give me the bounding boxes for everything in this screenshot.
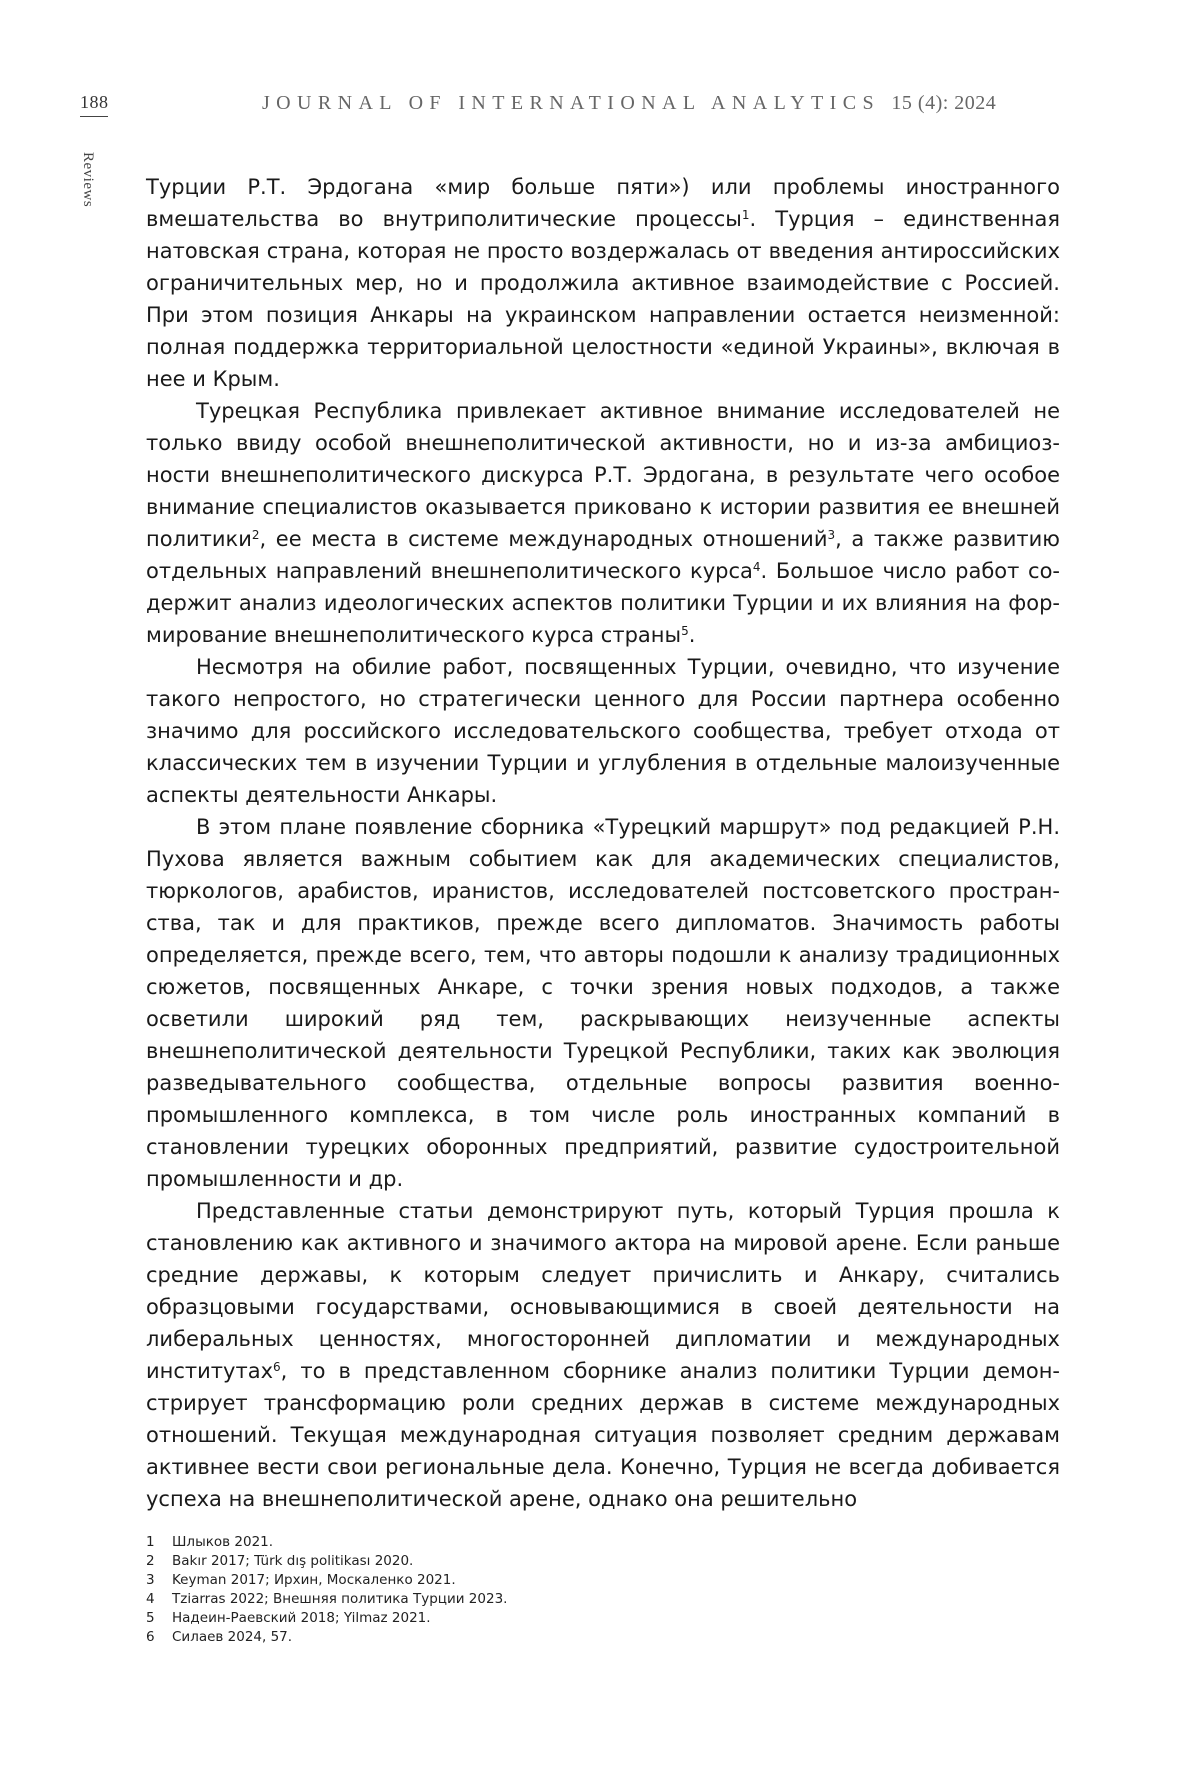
footnote-reference: 1 — [741, 207, 750, 222]
footnote-number: 2 — [146, 1553, 155, 1569]
paragraph-5 — [146, 1195, 1060, 1515]
footnote-2 — [146, 1552, 1060, 1571]
footnote-reference: 5 — [681, 623, 689, 638]
journal-title: JOURNAL OF INTERNATIONAL ANALYTICS — [262, 92, 880, 114]
paragraph-text: В этом плане появление сборника «Турецкий маршрут» под редакцией Р.Н. Пухова является важным событием как для академических специалистов, тюркологов, арабистов, иранистов, исследователей постсоветского пространства, так и для практиков, прежде всего дипломатов. Значимость работы определяется, прежде всего, тем, что авторы подошли к анализу традиционных сюжетов, посвященных Анкаре, с точки зрения новых подходов, а также осветили широкий ряд тем, раскрывающих неизученные аспекты внешнеполитической деятельности Турецкой Республики, таких как эволюция разведывательного сообщества, отдельные вопросы развития военно-промышленного комплекса, в том числе роль иностранных компаний в становлении турецких оборонных предприятий, развитие судостроительной промышленности и др. — [146, 815, 1060, 1191]
footnote-1 — [146, 1533, 1060, 1552]
paragraph-2 — [146, 395, 1060, 651]
footnotes — [146, 1533, 1060, 1647]
paragraph-text: , ее места в системе международных отношений — [259, 527, 828, 551]
footnote-reference: 3 — [827, 527, 836, 542]
paragraph-text: Представленные статьи демонстрируют путь, который Турция прошла к становлению как активного и значимого актора на мировой арене. Если раньше средние державы, к которым следует причислить и Анкару, считались образцовыми государствами, основывающимися в своей деятельности на либеральных ценностях, многосторонней дипломатии и международных институтах — [146, 1199, 1060, 1383]
footnote-4 — [146, 1590, 1060, 1609]
footnote-number: 4 — [146, 1591, 155, 1607]
section-label: Reviews — [80, 152, 96, 208]
footnote-number: 1 — [146, 1534, 155, 1550]
footnote-text: Keyman 2017; Ирхин, Москаленко 2021. — [172, 1572, 456, 1588]
footnote-number: 5 — [146, 1610, 155, 1626]
paragraph-3 — [146, 651, 1060, 811]
footnote-text: Bakır 2017; Türk dış politikası 2020. — [172, 1553, 414, 1569]
footnote-text: Надеин-Раевский 2018; Yilmaz 2021. — [172, 1610, 431, 1626]
paragraph-text: Несмотря на обилие работ, посвященных Турции, очевидно, что изучение такого непростого, но стратегически ценного для России партнера особенно значимо для российского исследовательского сообщества, требует отхода от классических тем в изучении Турции и углубления в отдельные малоизученные аспекты деятельности Анкары. — [146, 655, 1060, 807]
footnote-text: Tziarras 2022; Внешняя политика Турции 2023. — [172, 1591, 508, 1607]
footnote-3 — [146, 1571, 1060, 1590]
footnote-text: Силаев 2024, 57. — [172, 1629, 293, 1645]
journal-issue: 15 (4): 2024 — [891, 92, 997, 114]
paragraph-text: , а также развитию отдельных направлений внешнеполитического курса — [146, 527, 1060, 583]
paragraph-text: Турецкая Республика привлекает активное внимание исследователей не только ввиду особой внешнеполитической активности, но и из-за амбициозности внешнеполитического дискурса Р.Т. Эрдогана, в результате чего особое внимание специалистов оказывается приковано к истории развития ее внешней политики — [146, 399, 1060, 551]
paragraph-1 — [146, 171, 1060, 395]
paragraph-text: . Большое число работ содержит анализ идеологических аспектов политики Турции и их влияния на формирование внешнеполитического курса страны — [146, 559, 1060, 647]
footnote-5 — [146, 1609, 1060, 1628]
footnote-reference: 2 — [251, 527, 260, 542]
page-number: 188 — [80, 92, 109, 112]
footnote-6 — [146, 1628, 1060, 1647]
footnote-number: 3 — [146, 1572, 155, 1588]
article-body — [146, 171, 1060, 1515]
page-number-rule — [80, 116, 108, 117]
footnote-text: Шлыков 2021. — [172, 1534, 274, 1550]
footnote-reference: 4 — [752, 559, 761, 574]
paragraph-text: , то в представленном сборнике анализ политики Турции демонстрирует трансформацию роли средних держав в системе международных отношений. Текущая международная ситуация позволяет средним державам активнее вести свои региональные дела. Конечно, Турция не всегда добивается успеха на внешнеполитической арене, однако она решительно — [146, 1359, 1060, 1511]
paragraph-text: . Турция – единственная натовская страна, которая не просто воздержалась от введения антироссийских ограничительных мер, но и продолжила активное взаимодействие с Россией. При этом позиция Анкары на украинском направлении остается неизменной: полная поддержка территориальной целостности «единой Украины», включая в нее и Крым. — [146, 207, 1060, 391]
running-head — [262, 92, 996, 115]
footnote-reference: 6 — [273, 1359, 281, 1374]
footnote-number: 6 — [146, 1629, 155, 1645]
paragraph-text: Турции Р.Т. Эрдогана «мир больше пяти») или проблемы иностранного вмешательства во внутриполитические процессы — [146, 175, 1060, 231]
paragraph-text: . — [688, 623, 696, 647]
paragraph-4 — [146, 811, 1060, 1195]
